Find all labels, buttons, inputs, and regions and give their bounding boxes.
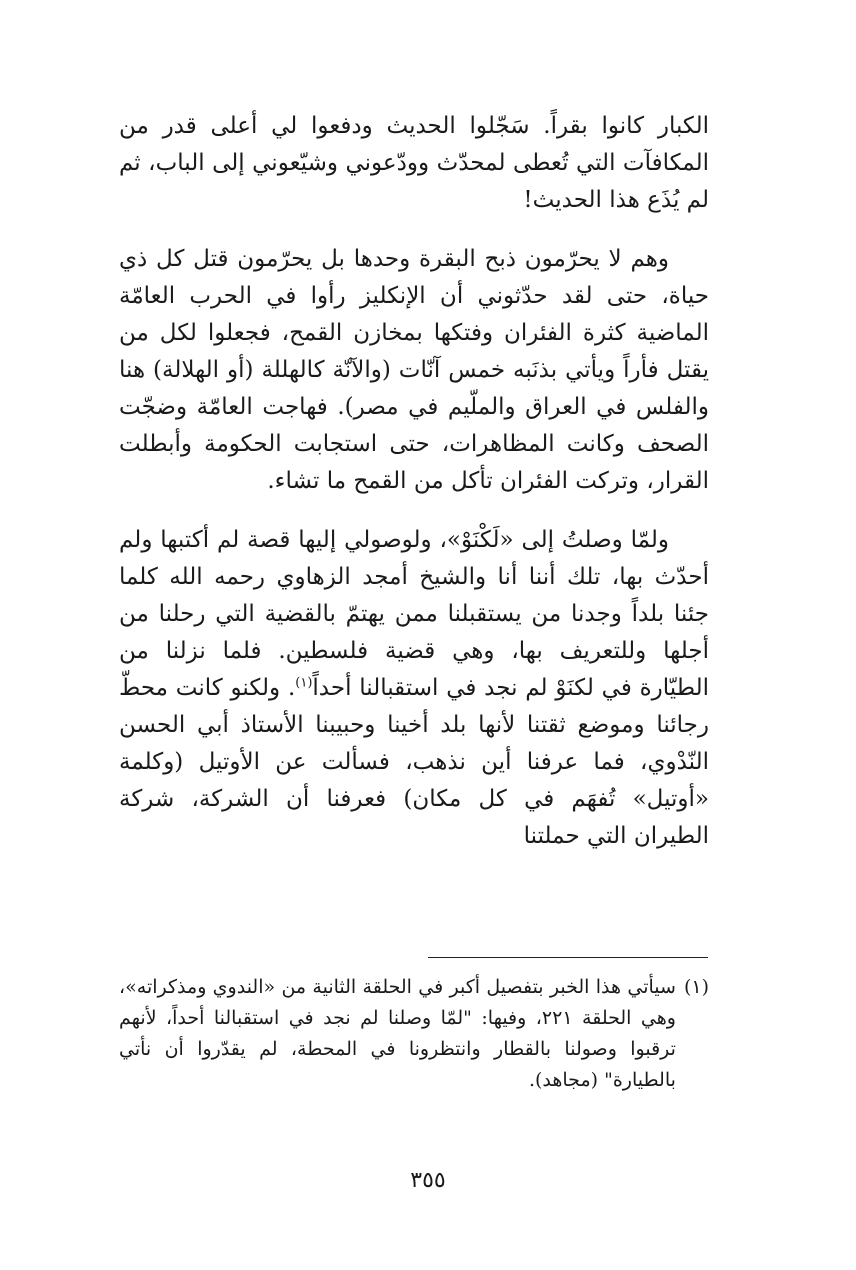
footnote-item <box>119 972 709 1096</box>
footnotes <box>119 972 709 1096</box>
paragraph-2: وهم لا يحرّمون ذبح البقرة وحدها بل يحرّمون قتل كل ذي حياة، حتى لقد حدّثوني أن الإنكليز رأوا في الحرب العامّة الماضية كثرة الفئران وفتكها بمخازن القمح، فجعلوا لكل من يقتل فأراً ويأتي بذنَبه خمس آنّات (والآنّة كالهللة (أو الهلالة) هنا والفلس في العراق والملّيم في مصر). فهاجت العامّة وضجّت الصحف وكانت المظاهرات، حتى استجابت الحكومة وأبطلت القرار، وتركت الفئران تأكل من القمح ما تشاء. <box>119 246 709 494</box>
paragraph-3 <box>119 522 709 855</box>
footnote-reference[interactable]: (١) <box>295 675 313 691</box>
paragraph-3-text-after-ref: . ولكنو كانت محطّ رجائنا وموضع ثقتنا لأنها بلد أخينا وحبيبنا الأستاذ أبي الحسن النّدْوي، فما عرفنا أين نذهب، فسألت عن الأوتيل (وكلمة «أوتيل» تُفهَم في كل مكان) فعرفنا أن الشركة، شركة الطيران التي حملتنا <box>119 675 709 849</box>
footnote-number: (١) <box>683 976 709 998</box>
footnote-separator <box>428 957 708 958</box>
page-number: ٣٥٥ <box>410 1168 446 1193</box>
page-body <box>119 108 709 855</box>
footnote-text: سيأتي هذا الخبر بتفصيل أكبر في الحلقة الثانية من «الندوي ومذكراته»، وهي الحلقة ٢٢١، وفيها: "لمّا وصلنا لم نجد في استقبالنا أحداً، لأنهم ترقبوا وصولنا بالقطار وانتظرونا في المحطة، لم يقدّروا أن نأتي بالطيارة" (مجاهد). <box>119 976 676 1091</box>
paragraph-1: الكبار كانوا بقراً. سَجّلوا الحديث ودفعوا لي أعلى قدر من المكافآت التي تُعطى لمحدّث وودّعوني وشيّعوني إلى الباب، ثم لم يُذَع هذا الحديث! <box>119 113 709 213</box>
paragraph-3-text-before-ref: ولمّا وصلتُ إلى «لَكْنَوْ»، ولوصولي إليها قصة لم أكتبها ولم أحدّث بها، تلك أننا أنا والشيخ أمجد الزهاوي رحمه الله كلما جئنا بلداً وجدنا من يستقبلنا ممن يهتمّ بالقضية التي رحلنا من أجلها وللتعريف بها، وهي قضية فلسطين. فلما نزلنا من الطيّارة في لكنَوْ لم نجد في استقبالنا أحداً <box>119 527 709 701</box>
